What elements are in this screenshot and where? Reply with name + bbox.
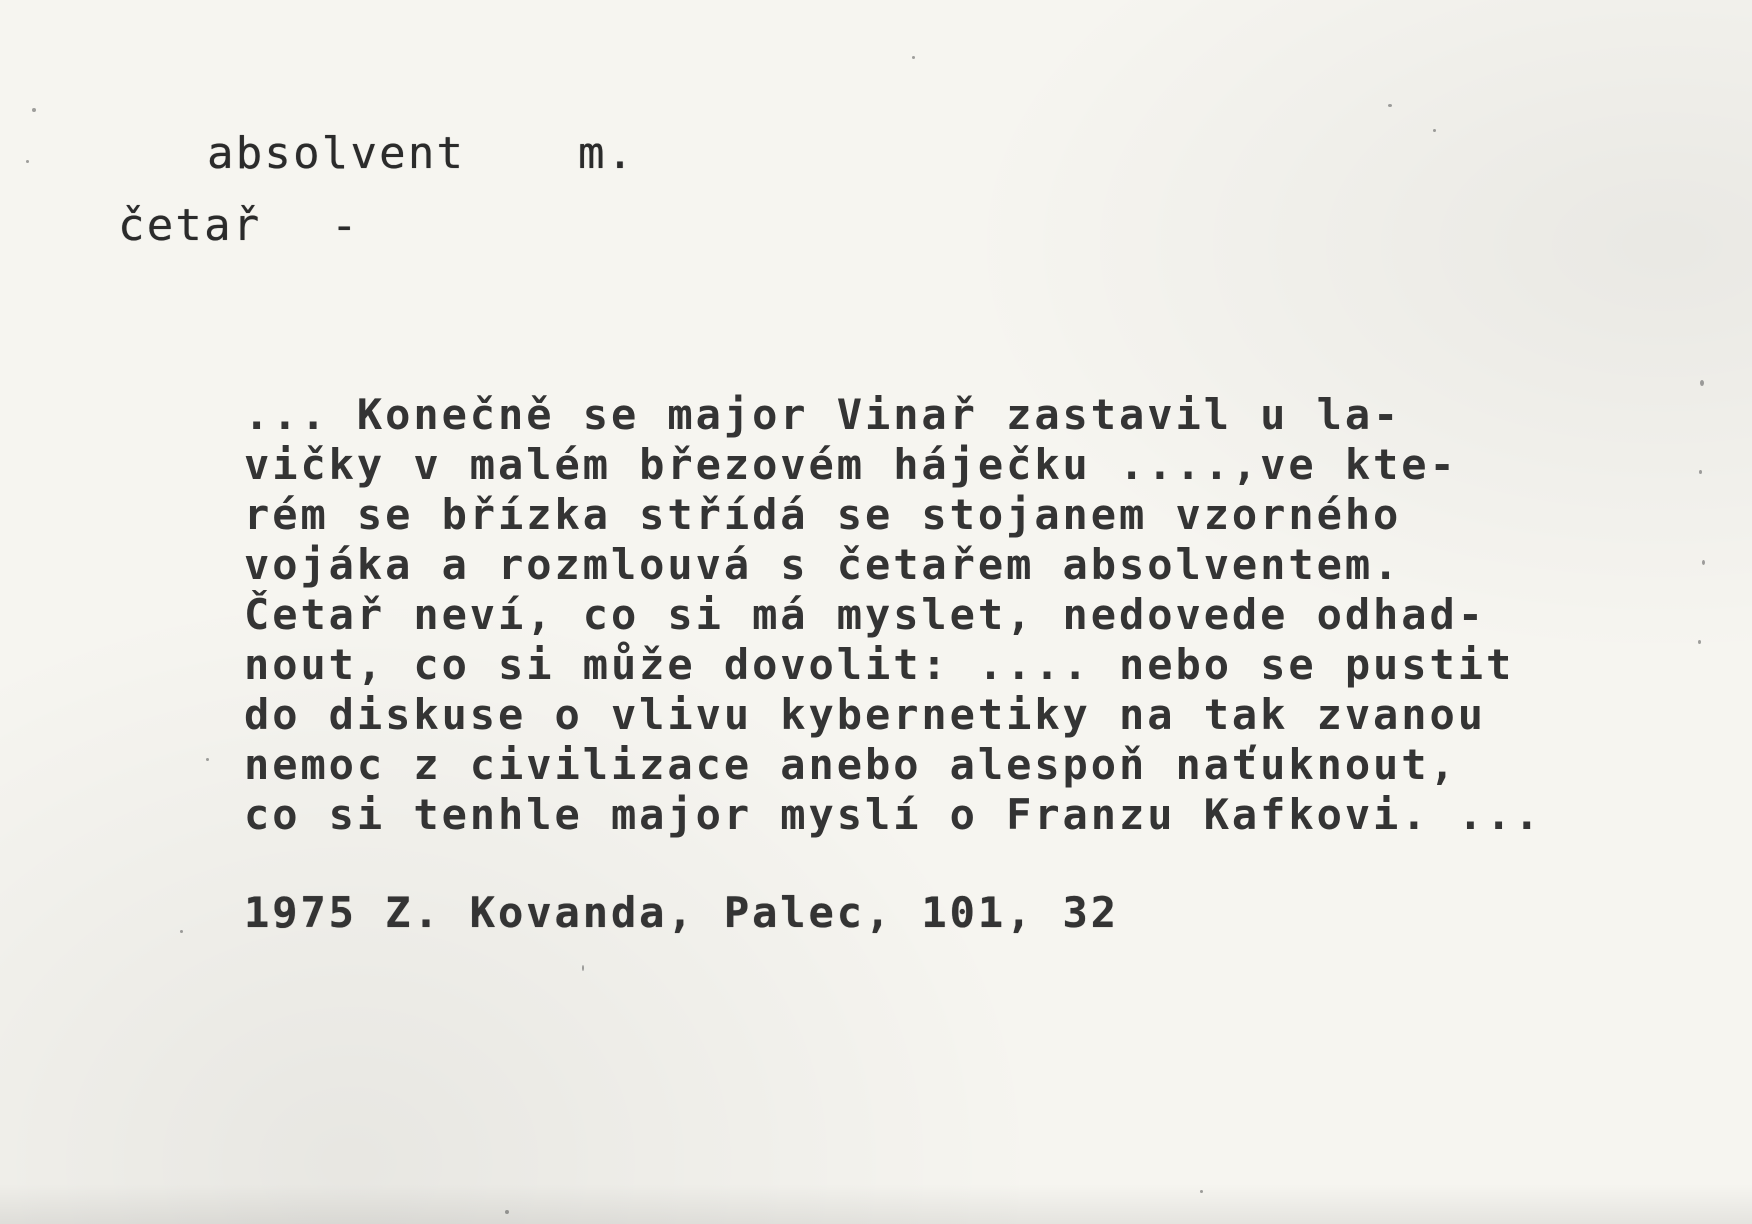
quotation-line: co si tenhle major myslí o Franzu Kafkovi. ...: [244, 790, 1543, 839]
dust-speck: [206, 758, 209, 761]
headword-dash: -: [331, 200, 360, 251]
dust-speck: [1433, 129, 1436, 132]
card-edge-shadow: [0, 1184, 1752, 1224]
quotation-line: nemoc z civilizace anebo alespoň naťuknout,: [244, 740, 1458, 789]
dust-speck: [582, 965, 584, 971]
quotation-line: do diskuse o vlivu kybernetiky na tak zvanou: [244, 690, 1486, 739]
quotation-line: rém se břízka střídá se stojanem vzorného: [244, 490, 1402, 539]
headword-gender: m.: [578, 128, 636, 179]
headword-rank: četař: [118, 200, 262, 251]
source-citation: 1975 Z. Kovanda, Palec, 101, 32: [244, 888, 1120, 937]
dust-speck: [32, 108, 36, 112]
quotation-line: vojáka a rozmlouvá s četařem absolventem.: [244, 540, 1402, 589]
dust-speck: [1698, 640, 1701, 644]
quotation-line: ... Konečně se major Vinař zastavil u la-: [244, 390, 1402, 439]
dust-speck: [1388, 104, 1392, 107]
quotation-block: [244, 390, 1644, 840]
dust-speck: [912, 56, 915, 59]
dust-speck: [1699, 470, 1702, 474]
quotation-line: Četař neví, co si má myslet, nedovede odhad-: [244, 590, 1486, 639]
dust-speck: [180, 930, 183, 933]
dust-speck: [1700, 380, 1704, 386]
headword-term: absolvent: [207, 128, 466, 179]
dust-speck: [26, 160, 29, 163]
dust-speck: [1702, 560, 1705, 565]
quotation-line: vičky v malém březovém háječku ....,ve kte-: [244, 440, 1458, 489]
quotation-line: nout, co si může dovolit: .... nebo se pustit: [244, 640, 1515, 689]
